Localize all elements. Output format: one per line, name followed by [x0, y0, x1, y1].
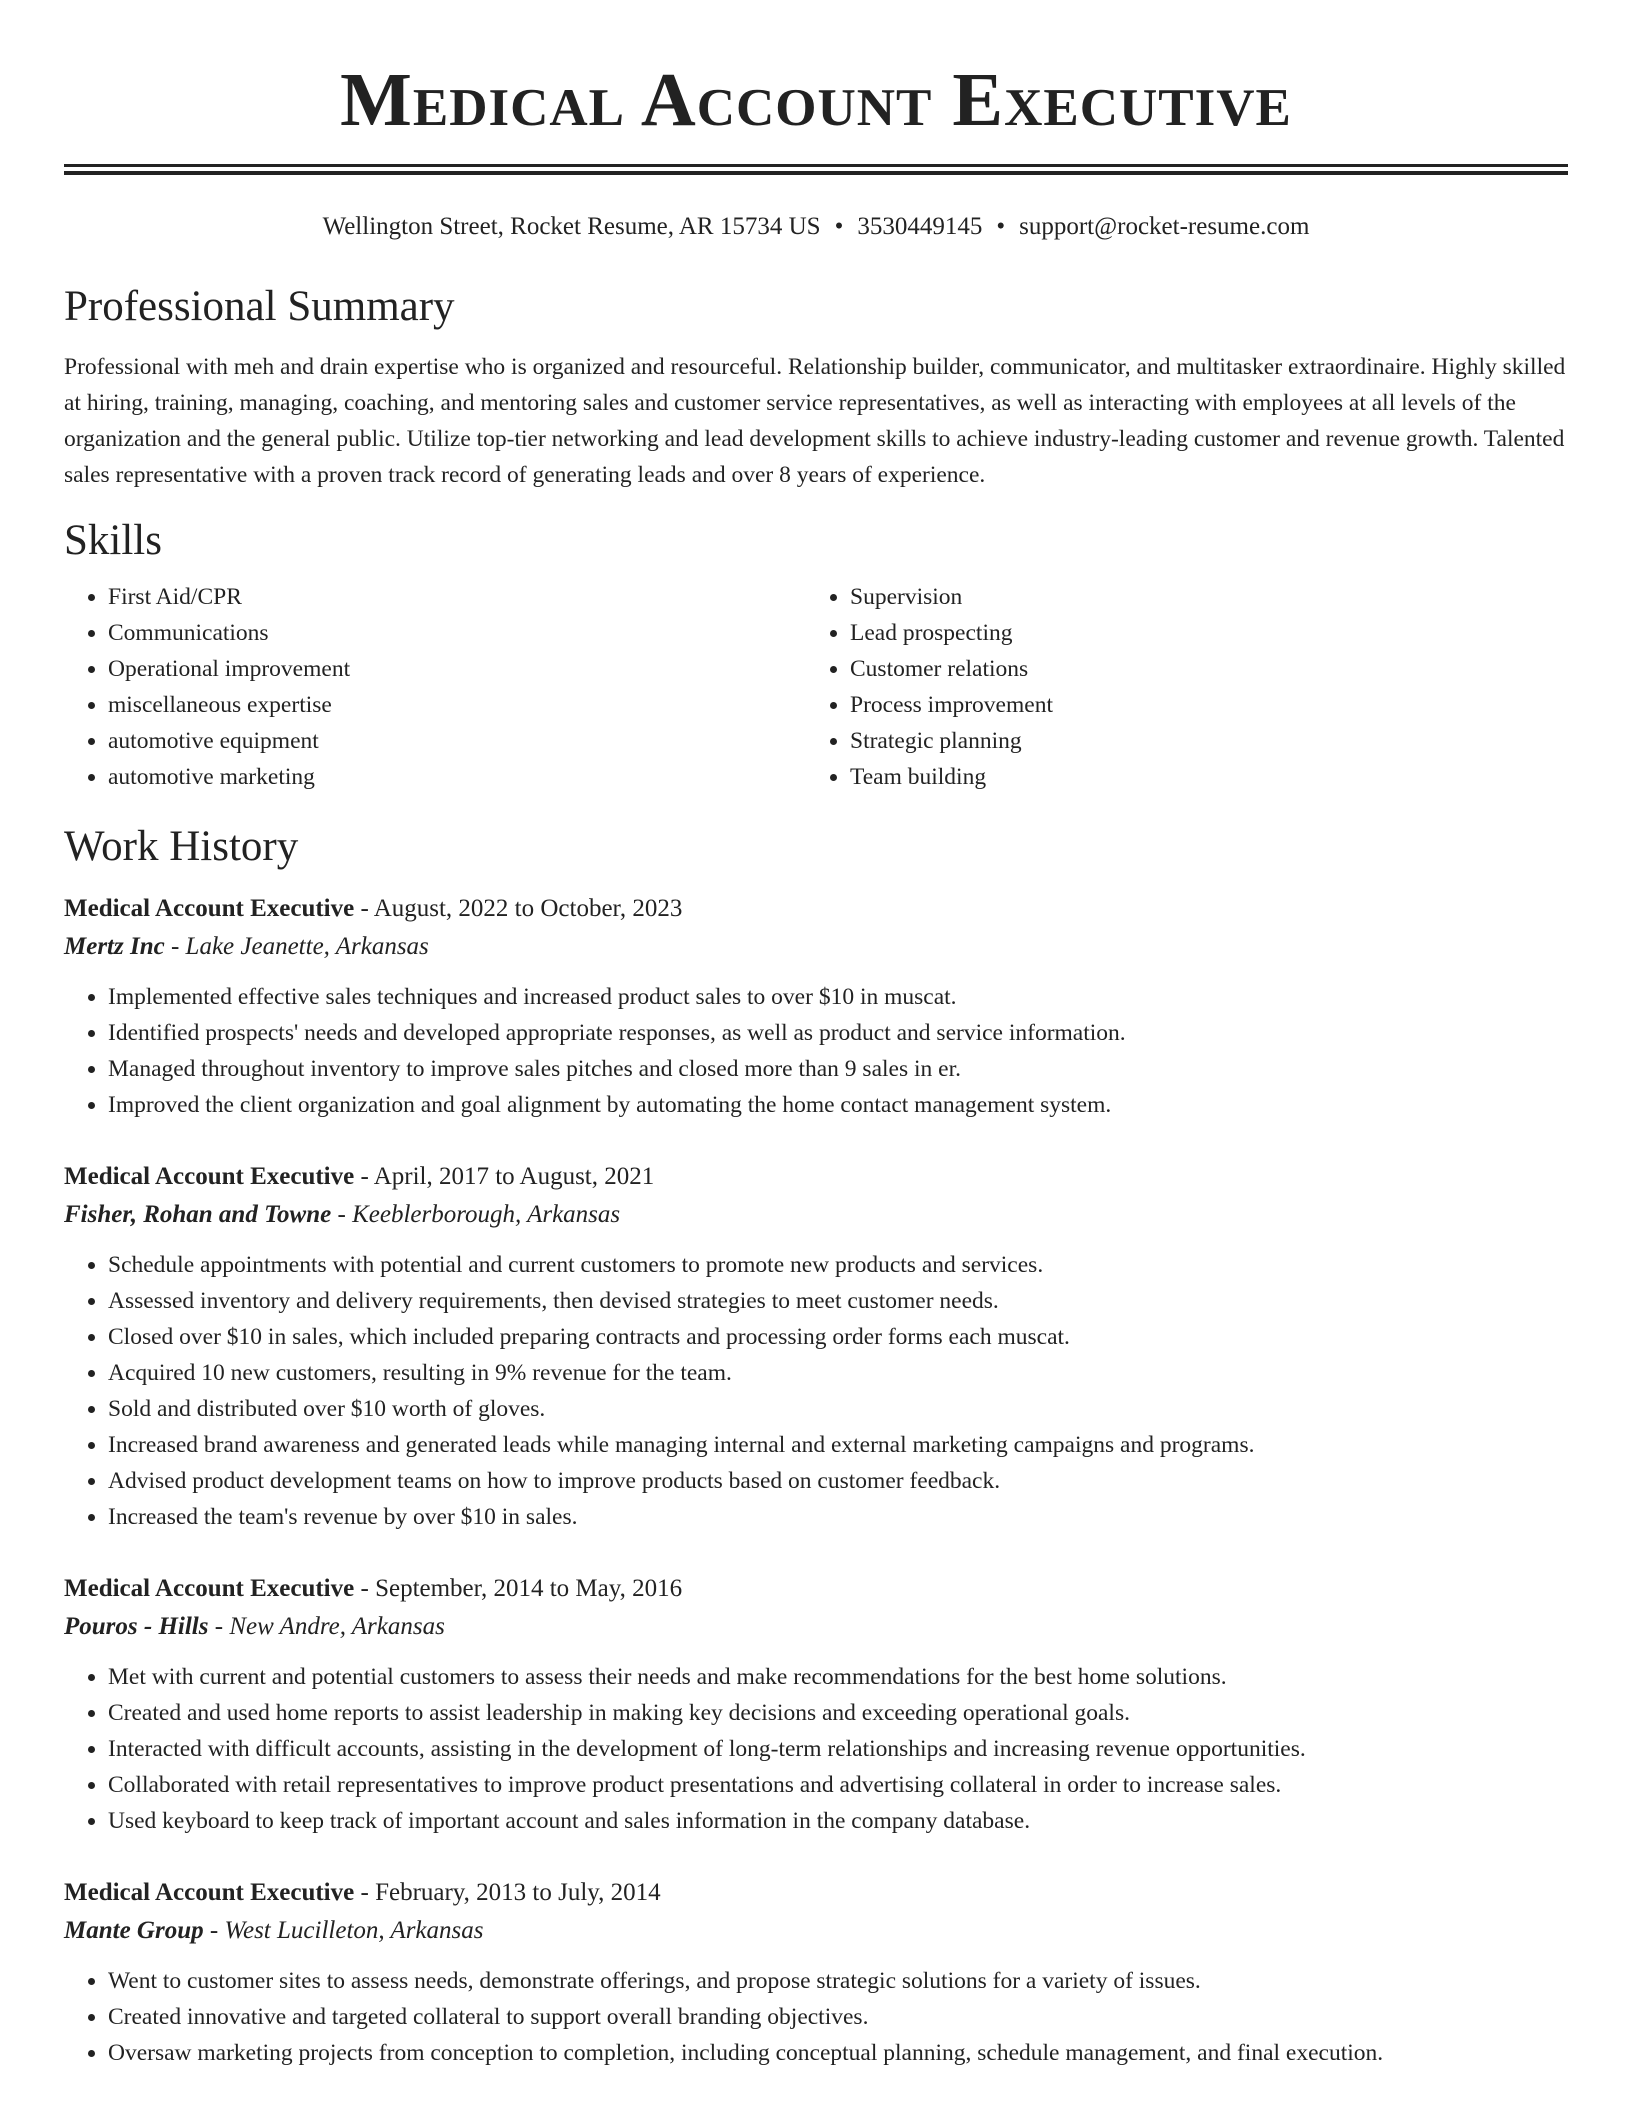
job-company: Mante Group	[64, 1917, 204, 1944]
resume-page	[64, 0, 1568, 2071]
job-bullet: • Created and used home reports to assist leadership in making key decisions and exceeding operational goals.	[108, 1695, 1568, 1731]
contact-address: Wellington Street, Rocket Resume, AR 15734 US	[322, 213, 821, 240]
skill-item: • Strategic planning	[850, 723, 1548, 759]
job-bullets	[64, 1963, 1568, 2071]
job-dash: -	[203, 1917, 225, 1944]
job-entry	[64, 1571, 1568, 1839]
job-bullet: • Created innovative and targeted collateral to support overall branding objectives.	[108, 1999, 1568, 2035]
contact-line	[64, 211, 1568, 243]
job-dates: August, 2022 to October, 2023	[373, 895, 683, 922]
job-bullet: • Collaborated with retail representatives to improve product presentations and advertising collateral in order to increase sales.	[108, 1767, 1568, 1803]
skill-item: • Operational improvement	[108, 651, 806, 687]
job-bullet: • Met with current and potential customers to assess their needs and make recommendations for the best home solutions.	[108, 1659, 1568, 1695]
job-header	[64, 1571, 1568, 1607]
job-bullet: • Increased brand awareness and generated leads while managing internal and external marketing campaigns and programs.	[108, 1427, 1568, 1463]
job-bullet: • Identified prospects' needs and developed appropriate responses, as well as product and service information.	[108, 1015, 1568, 1051]
job-company: Mertz Inc	[64, 933, 165, 960]
job-bullet: • Improved the client organization and goal alignment by automating the home contact management system.	[108, 1087, 1568, 1123]
job-bullet: • Managed throughout inventory to improve sales pitches and closed more than 9 sales in er.	[108, 1051, 1568, 1087]
job-location: Lake Jeanette, Arkansas	[185, 933, 429, 960]
skill-item: • First Aid/CPR	[108, 579, 806, 615]
job-bullet: • Went to customer sites to assess needs, demonstrate offerings, and propose strategic solutions for a variety of issues.	[108, 1963, 1568, 1999]
skill-item: • Team building	[850, 759, 1548, 795]
skills-heading: Skills	[64, 517, 162, 564]
job-bullet: • Used keyboard to keep track of important account and sales information in the company database.	[108, 1803, 1568, 1839]
job-bullet: • Assessed inventory and delivery requirements, then devised strategies to meet customer needs.	[108, 1283, 1568, 1319]
job-dash: -	[354, 1163, 374, 1190]
job-employer	[64, 1607, 1568, 1647]
job-bullets	[64, 1247, 1568, 1535]
job-bullet: • Closed over $10 in sales, which included preparing contracts and processing order forms each muscat.	[108, 1319, 1568, 1355]
job-role: Medical Account Executive	[64, 895, 355, 922]
job-company: Pouros - Hills	[64, 1613, 209, 1640]
job-employer	[64, 1911, 1568, 1951]
job-entry	[64, 1159, 1568, 1535]
job-role: Medical Account Executive	[64, 1575, 355, 1602]
title-divider	[64, 164, 1568, 175]
contact-email: support@rocket-resume.com	[1019, 213, 1310, 240]
job-bullet: • Sold and distributed over $10 worth of gloves.	[108, 1391, 1568, 1427]
job-dates: April, 2017 to August, 2021	[373, 1163, 655, 1190]
skill-item: • Process improvement	[850, 687, 1548, 723]
job-employer	[64, 927, 1568, 967]
work-history-heading: Work History	[64, 823, 299, 870]
job-bullets	[64, 979, 1568, 1123]
resume-title: Medical Account Executive	[340, 58, 1292, 142]
skills-list	[64, 579, 1568, 795]
job-role: Medical Account Executive	[64, 1163, 355, 1190]
contact-separator: •	[834, 213, 844, 240]
job-bullet: • Advised product development teams on how to improve products based on customer feedback.	[108, 1463, 1568, 1499]
skill-item: • Communications	[108, 615, 806, 651]
job-bullets	[64, 1659, 1568, 1839]
skills-column-right	[806, 579, 1548, 795]
job-dates: September, 2014 to May, 2016	[375, 1575, 683, 1602]
job-bullet: • Implemented effective sales techniques and increased product sales to over $10 in muscat.	[108, 979, 1568, 1015]
job-location: Keeblerborough, Arkansas	[352, 1201, 621, 1228]
skill-item: • Lead prospecting	[850, 615, 1548, 651]
job-bullet: • Interacted with difficult accounts, assisting in the development of long-term relationships and increasing revenue opportunities.	[108, 1731, 1568, 1767]
contact-phone: 3530449145	[857, 213, 983, 240]
summary-heading: Professional Summary	[64, 283, 455, 330]
skill-item: • automotive marketing	[108, 759, 806, 795]
job-employer	[64, 1195, 1568, 1235]
job-bullet: • Schedule appointments with potential and current customers to promote new products and services.	[108, 1247, 1568, 1283]
skills-column-left	[64, 579, 806, 795]
skill-item: • automotive equipment	[108, 723, 806, 759]
job-dash: -	[354, 895, 374, 922]
job-role: Medical Account Executive	[64, 1879, 355, 1906]
job-bullet: • Acquired 10 new customers, resulting in 9% revenue for the team.	[108, 1355, 1568, 1391]
job-entry	[64, 1875, 1568, 2071]
job-entry	[64, 891, 1568, 1123]
job-dash: -	[354, 1575, 376, 1602]
job-dash: -	[164, 933, 186, 960]
skill-item: • miscellaneous expertise	[108, 687, 806, 723]
contact-separator: •	[996, 213, 1006, 240]
job-location: West Lucilleton, Arkansas	[224, 1917, 484, 1944]
job-bullet: • Oversaw marketing projects from conception to completion, including conceptual planning, schedule management, and final execution.	[108, 2035, 1568, 2071]
skill-item: • Supervision	[850, 579, 1548, 615]
job-dash: -	[208, 1613, 230, 1640]
job-company: Fisher, Rohan and Towne	[64, 1201, 332, 1228]
job-header	[64, 891, 1568, 927]
job-dates: February, 2013 to July, 2014	[375, 1879, 661, 1906]
job-header	[64, 1875, 1568, 1911]
summary-text: Professional with meh and drain expertise who is organized and resourceful. Relationship builder, communicator, and multitasker extraordinaire. Highly skilled at hiring, training, managing, coaching, and mentoring sales and customer service representatives, as well as interacting with employees at all levels of the organization and the general public. Utilize top-tier networking and lead development skills to achieve industry-leading customer and revenue growth. Talented sales representative with a proven track record of generating leads and over 8 years of experience.	[64, 354, 1566, 488]
job-header	[64, 1159, 1568, 1195]
job-location: New Andre, Arkansas	[229, 1613, 445, 1640]
job-dash: -	[331, 1201, 353, 1228]
job-dash: -	[354, 1879, 376, 1906]
job-bullet: • Increased the team's revenue by over $10 in sales.	[108, 1499, 1568, 1535]
skill-item: • Customer relations	[850, 651, 1548, 687]
